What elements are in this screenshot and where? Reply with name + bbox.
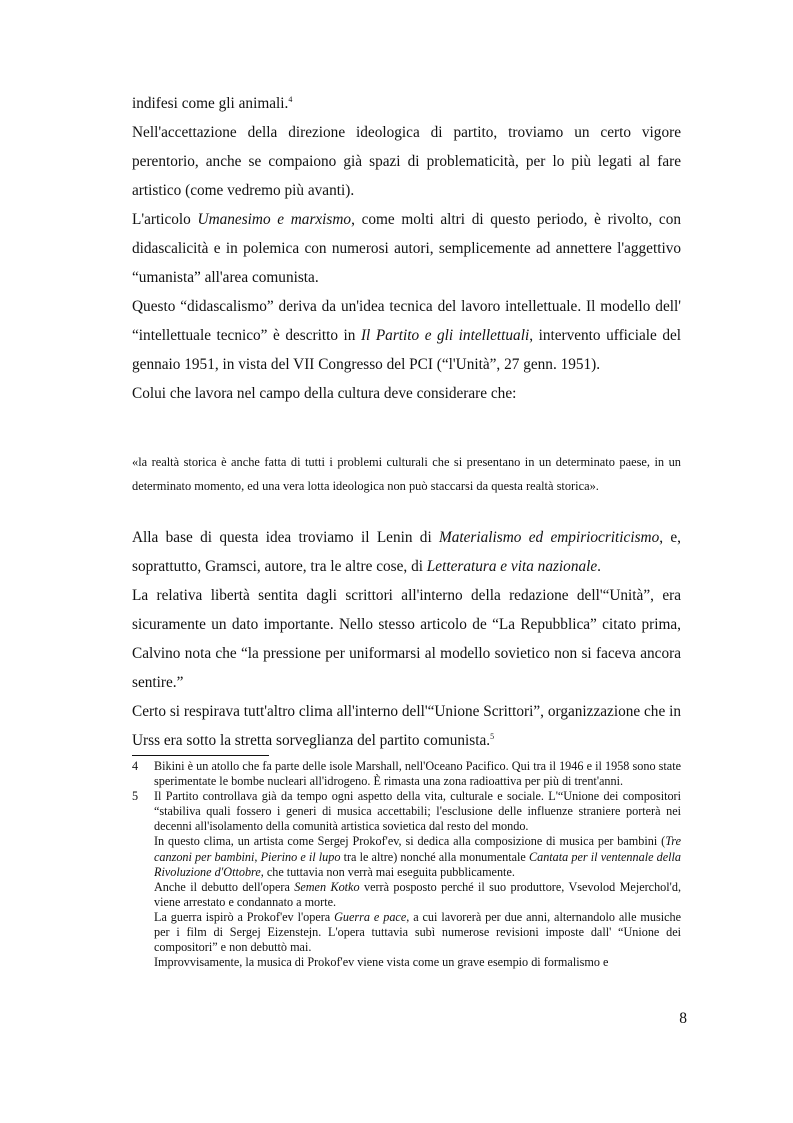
footnote-text: Il Partito controllava già da tempo ogni aspetto della vita, culturale e sociale. L'“Unione dei compositori “stabiliva quali fossero i generi di musica accettabili; l'esclusione delle influenze straniere porterà nei decenni all'isolamento della comunità artistica sovietica dal resto del mondo. xyxy=(154,789,681,834)
page-number: 8 xyxy=(679,1010,687,1027)
quote-text: «la realtà storica è anche fatta di tutti i problemi culturali che si presentano in un determinato paese, in un determinato momento, ed una vera lotta ideologica non può staccarsi da questa realtà storica». xyxy=(132,455,681,493)
footnote-number: 5 xyxy=(132,789,139,804)
footnote-5 xyxy=(132,789,681,970)
paragraph: L'articolo Umanesimo e marxismo, come molti altri di questo periodo, è rivolto, con didascalicità e in polemica con numerosi autori, semplicemente ad annettere l'aggettivo “umanista” all'area comunista. xyxy=(132,211,681,286)
body-text-top xyxy=(132,89,681,408)
footnote-4 xyxy=(132,759,681,789)
footnote-text: Improvvisamente, la musica di Prokof'ev viene vista come un grave esempio di formalismo e xyxy=(154,955,609,970)
body-text-bottom xyxy=(132,523,681,755)
footnote-text: Bikini è un atollo che fa parte delle isole Marshall, nell'Oceano Pacifico. Qui tra il 1946 e il 1958 sono state sperimentate le bombe nucleari all'idrogeno. È rimasta una zona radioattiva per più di trent'anni. xyxy=(154,759,681,789)
paragraph: Questo “didascalismo” deriva da un'idea tecnica del lavoro intellettuale. Il modello dell' “intellettuale tecnico” è descritto in Il Partito e gli intellettuali, intervento ufficiale del gennaio 1951, in vista del VII Congresso del PCI (“l'Unità”, 27 genn. 1951). xyxy=(132,298,682,373)
footnote-number: 4 xyxy=(132,759,139,773)
footnote-text: Anche il debutto dell'opera Semen Kotko verrà posposto perché il suo produttore, Vsevolod Mejerchol'd, viene arrestato e condannato a morte. xyxy=(154,879,681,909)
paragraph: Colui che lavora nel campo della cultura deve considerare che: xyxy=(132,385,517,402)
footnote-text: La guerra ispirò a Prokof'ev l'opera Guerra e pace, a cui lavorerà per due anni, alternandolo alle musiche per i film di Sergej Eizenstejn. L'opera tuttavia subì numerose revisioni imposte dall' “Unione dei compositori” e non debuttò mai. xyxy=(154,909,681,955)
footnote-ref[interactable]: 4 xyxy=(288,95,293,104)
paragraph: Certo si respirava tutt'altro clima all'interno dell'“Unione Scrittori”, organizzazione che in Urss era sotto la stretta sorveglianza del partito comunista.$^5$ xyxy=(132,703,681,749)
paragraph: indifesi come gli animali.$^4$ xyxy=(132,95,293,112)
paragraph: Alla base di questa idea troviamo il Lenin di Materialismo ed empiriocriticismo, e, soprattutto, Gramsci, autore, tra le altre cose, di Letteratura e vita nazionale. xyxy=(132,529,681,575)
footnote-text: In questo clima, un artista come Sergej Prokof'ev, si dedica alla composizione di musica per bambini (Tre canzoni per bambini, Pierino e il lupo tra le altre) nonché alla monumentale Cantata per il ventennale della Rivoluzione d'Ottobre, che tuttavia non verrà mai eseguita pubblicamente. xyxy=(154,834,682,879)
paragraph: La relativa libertà sentita dagli scrittori all'interno della redazione dell'“Unità”, era sicuramente un dato importante. Nello stesso articolo de “La Repubblica” citato prima, Calvino nota che “la pressione per uniformarsi al modello sovietico non si faceva ancora sentire.” xyxy=(132,587,681,691)
footnote-ref[interactable]: 5 xyxy=(490,732,495,741)
footnote-separator xyxy=(132,755,269,756)
paragraph: Nell'accettazione della direzione ideologica di partito, troviamo un certo vigore perentorio, anche se compaiono già spazi di problematicità, per lo più legati al fare artistico (come vedremo più avanti). xyxy=(132,124,681,199)
footnotes xyxy=(132,759,681,970)
block-quote xyxy=(132,450,681,498)
